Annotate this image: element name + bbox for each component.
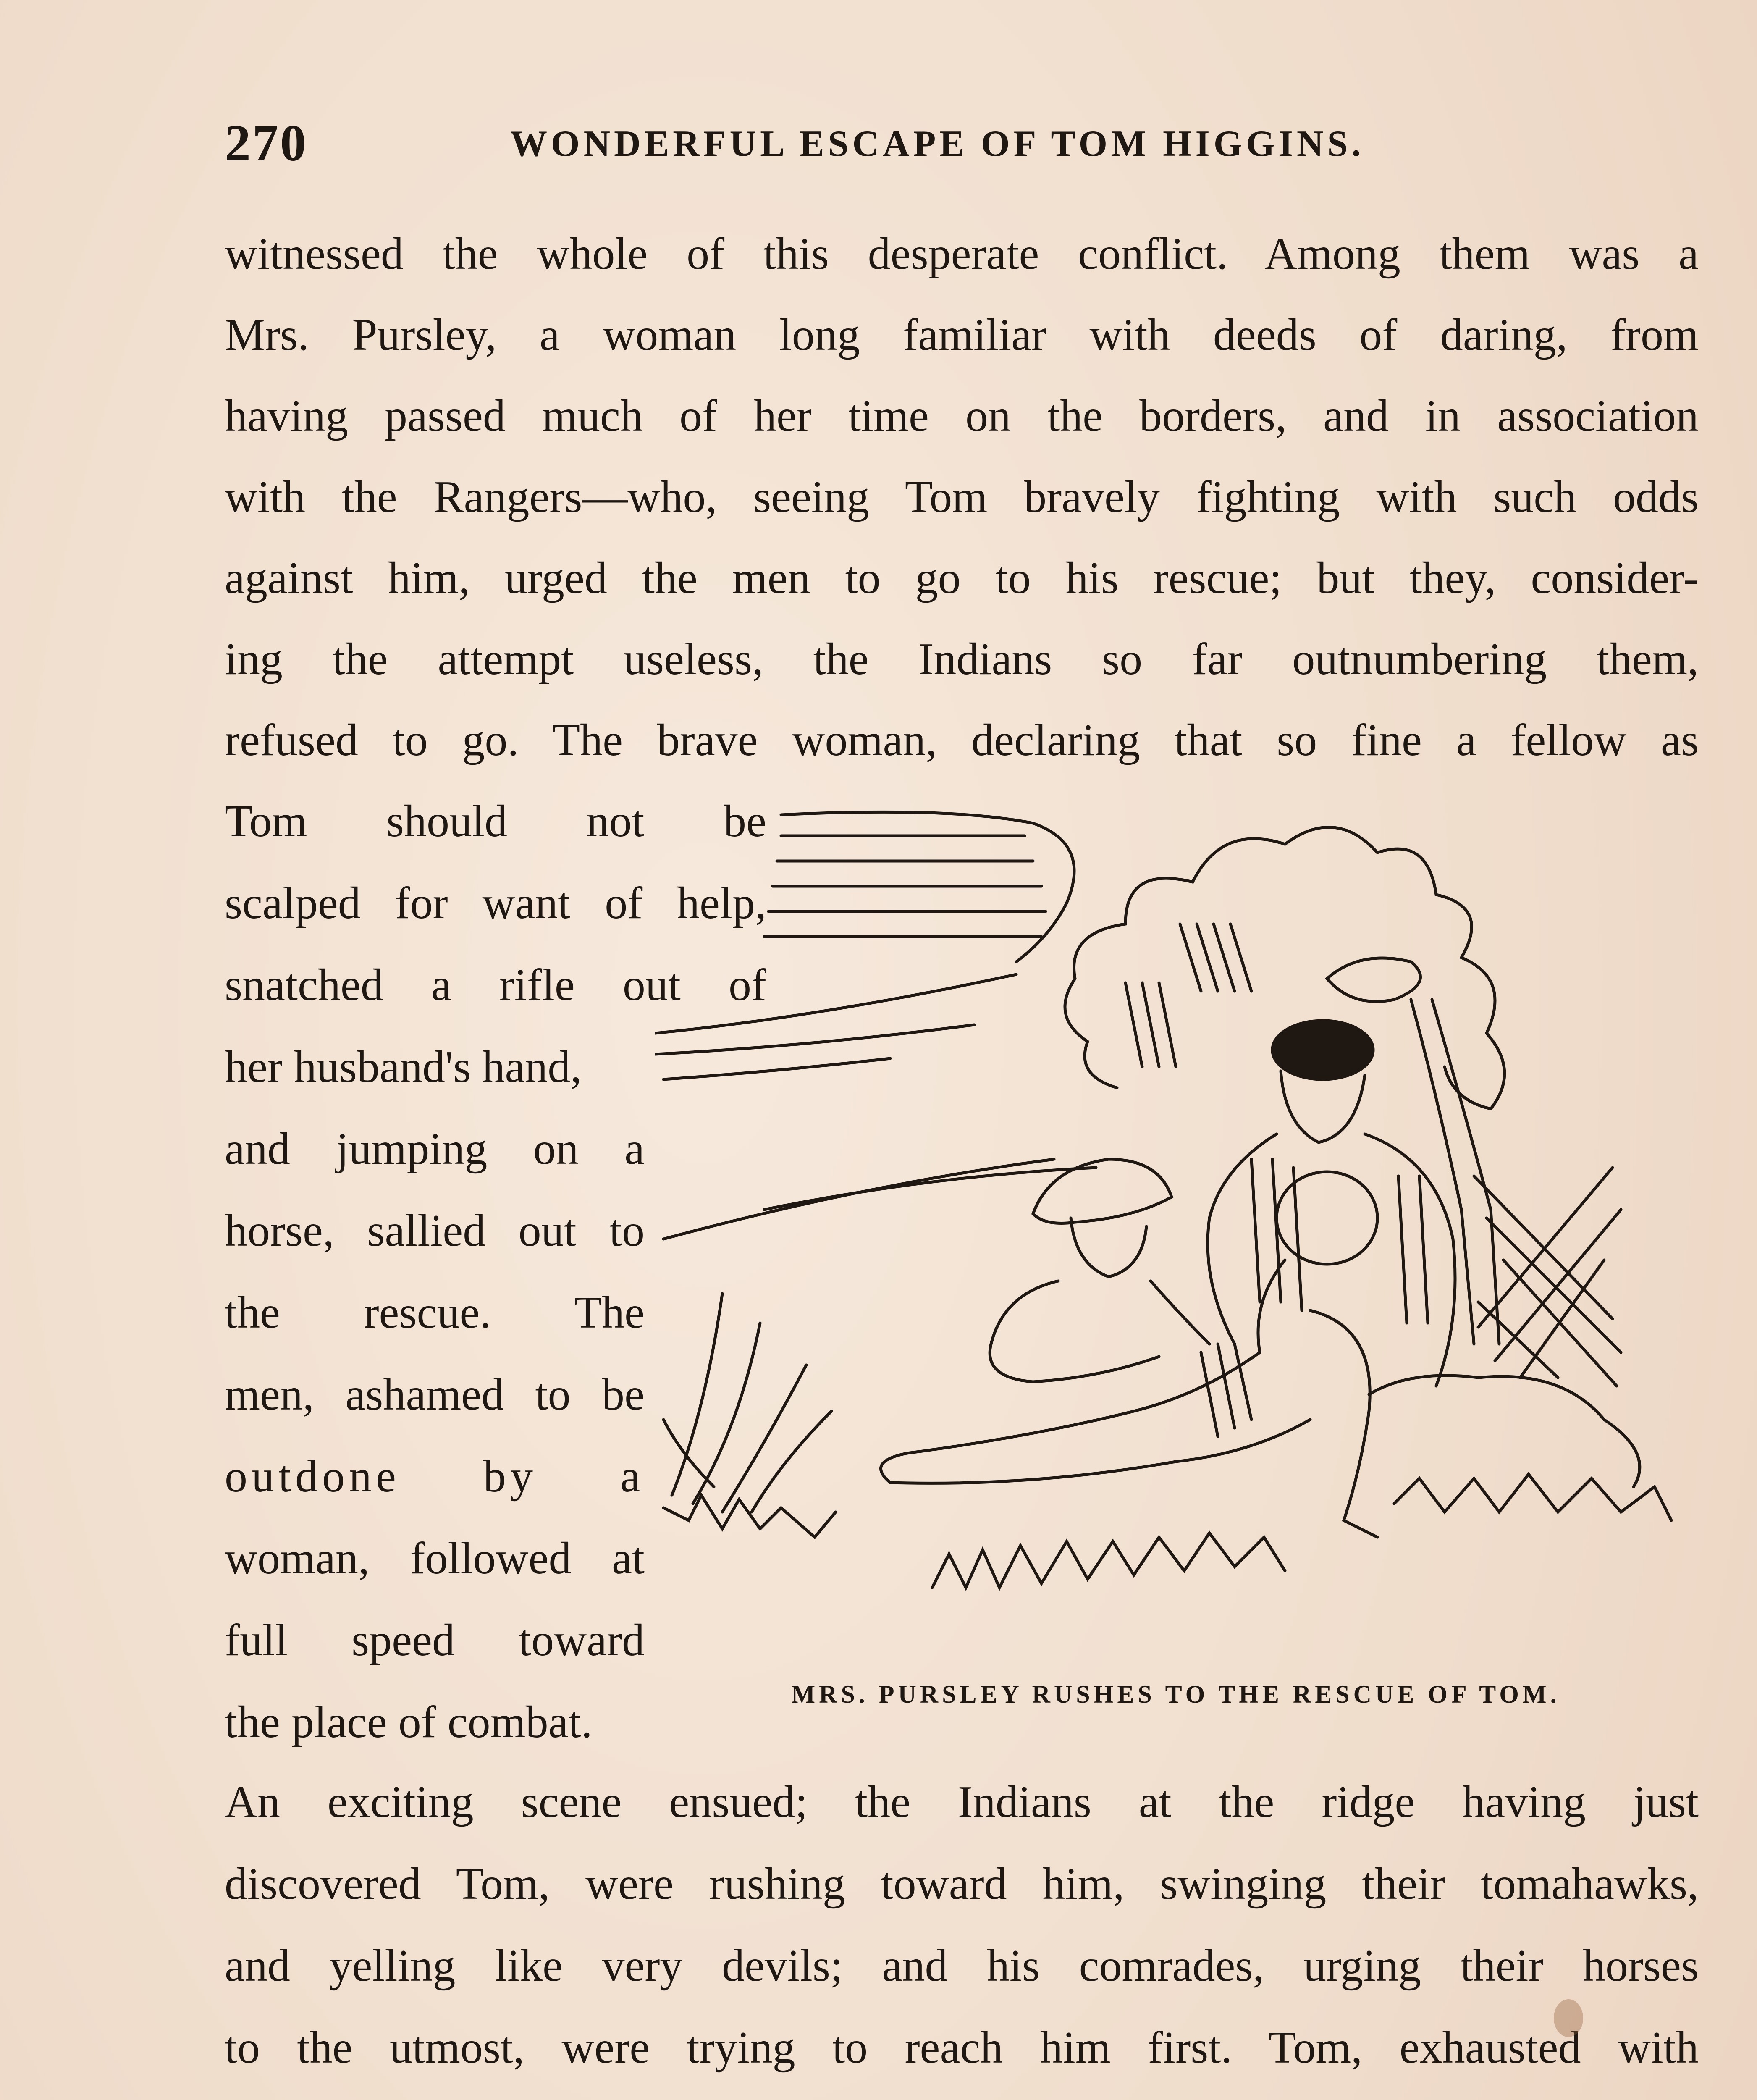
text-line: discovered Tom, were rushing toward him, swinging their tomahawks, <box>225 1859 1699 1909</box>
text-line: ing the attempt useless, the Indians so far outnumbering them, <box>225 634 1699 684</box>
page-number: 270 <box>225 114 308 172</box>
paper-stain <box>1554 1999 1583 2037</box>
text-line: to the utmost, were trying to reach him first. Tom, exhausted with <box>225 2023 1699 2073</box>
text-line: and yelling like very devils; and his comrades, urging their horses <box>225 1941 1699 1991</box>
text-line: outdone by a <box>225 1452 645 1502</box>
text-line: against him, urged the men to go to his rescue; but they, consider- <box>225 553 1699 603</box>
text-line: and jumping on a <box>225 1124 645 1174</box>
running-title: WONDERFUL ESCAPE OF TOM HIGGINS. <box>510 123 1365 164</box>
text-line: snatched a rifle out of <box>225 960 766 1010</box>
text-line: with the Rangers—who, seeing Tom bravely fighting with such odds <box>225 472 1699 522</box>
text-line <box>225 2094 1699 2100</box>
text-line: having passed much of her time on the borders, and in association <box>225 391 1699 441</box>
text-line: Tom should not be <box>225 796 766 846</box>
text-line: woman, followed at <box>225 1533 645 1583</box>
illustration-caption: MRS. PURSLEY RUSHES TO THE RESCUE OF TOM. <box>791 1680 1560 1708</box>
engraving-illustration <box>655 798 1692 1672</box>
text-line: men, ashamed to be <box>225 1370 645 1420</box>
text-line: her husband's hand, <box>225 1042 582 1092</box>
text-line: Mrs. Pursley, a woman long familiar with deeds of daring, from <box>225 310 1699 360</box>
text-line: the rescue. The <box>225 1288 645 1338</box>
page-header <box>225 113 1703 176</box>
text-line: horse, sallied out to <box>225 1206 645 1256</box>
text-line: An exciting scene ensued; the Indians at the ridge having just <box>225 1777 1699 1827</box>
text-line: the place of combat. <box>225 1697 593 1747</box>
text-line: full speed toward <box>225 1615 645 1665</box>
text-line: witnessed the whole of this desperate conflict. Among them was a <box>225 229 1699 279</box>
text-line: scalped for want of help, <box>225 878 766 928</box>
text-line: refused to go. The brave woman, declaring that so fine a fellow as <box>225 715 1699 765</box>
